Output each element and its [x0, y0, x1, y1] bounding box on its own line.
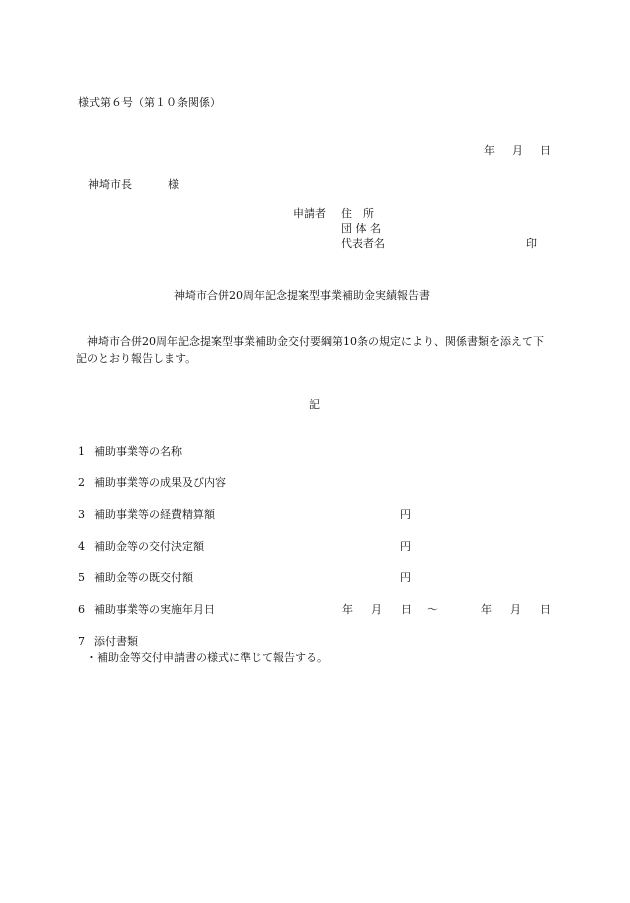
item-label: 補助金等の交付決定額	[94, 540, 204, 553]
body-paragraph	[76, 333, 554, 367]
applicant-address-label: 住 所	[341, 207, 374, 220]
yen-unit: 円	[400, 571, 411, 584]
range-tilde: ～	[427, 603, 438, 616]
item-number: 7	[78, 635, 85, 648]
form-number: 様式第６号（第１０条関係）	[78, 96, 221, 109]
item-label: 補助事業等の名称	[94, 445, 182, 458]
from-year-label: 年	[342, 603, 353, 616]
applicant-org-label: 団 体 名	[341, 222, 381, 235]
item-number: 5	[78, 571, 85, 584]
to-year-label: 年	[481, 603, 492, 616]
from-day-label: 日	[401, 603, 412, 616]
date-year-label: 年	[484, 144, 495, 157]
attachment-note: ・補助金等交付申請書の様式に準じて報告する。	[86, 651, 328, 664]
item-label: 補助金等の既交付額	[94, 571, 193, 584]
ki-heading: 記	[309, 398, 320, 411]
yen-unit: 円	[400, 540, 411, 553]
item-number: 6	[78, 603, 85, 616]
item-label: 添付書類	[94, 635, 138, 648]
to-month-label: 月	[510, 603, 521, 616]
item-label: 補助事業等の実施年月日	[94, 603, 215, 616]
yen-unit: 円	[400, 508, 411, 521]
date-day-label: 日	[540, 144, 551, 157]
applicant-rep-label: 代表者名	[341, 237, 385, 250]
addressee-honorific: 様	[168, 178, 179, 191]
item-label: 補助事業等の成果及び内容	[94, 476, 226, 489]
to-day-label: 日	[540, 603, 551, 616]
document-title: 神埼市合併20周年記念提案型事業補助金実績報告書	[174, 289, 430, 302]
item-number: 4	[78, 540, 85, 553]
item-number: 2	[78, 476, 85, 489]
seal-mark: 印	[526, 237, 537, 250]
item-number: 3	[78, 508, 85, 521]
item-label: 補助事業等の経費精算額	[94, 508, 215, 521]
addressee-name: 神埼市長	[88, 178, 132, 191]
from-month-label: 月	[371, 603, 382, 616]
body-text: 神埼市合併20周年記念提案型事業補助金交付要綱第10条の規定により、関係書類を添えて下記のとおり報告します。	[76, 335, 544, 365]
applicant-role: 申請者	[293, 207, 326, 220]
item-number: 1	[78, 445, 85, 458]
date-month-label: 月	[512, 144, 523, 157]
